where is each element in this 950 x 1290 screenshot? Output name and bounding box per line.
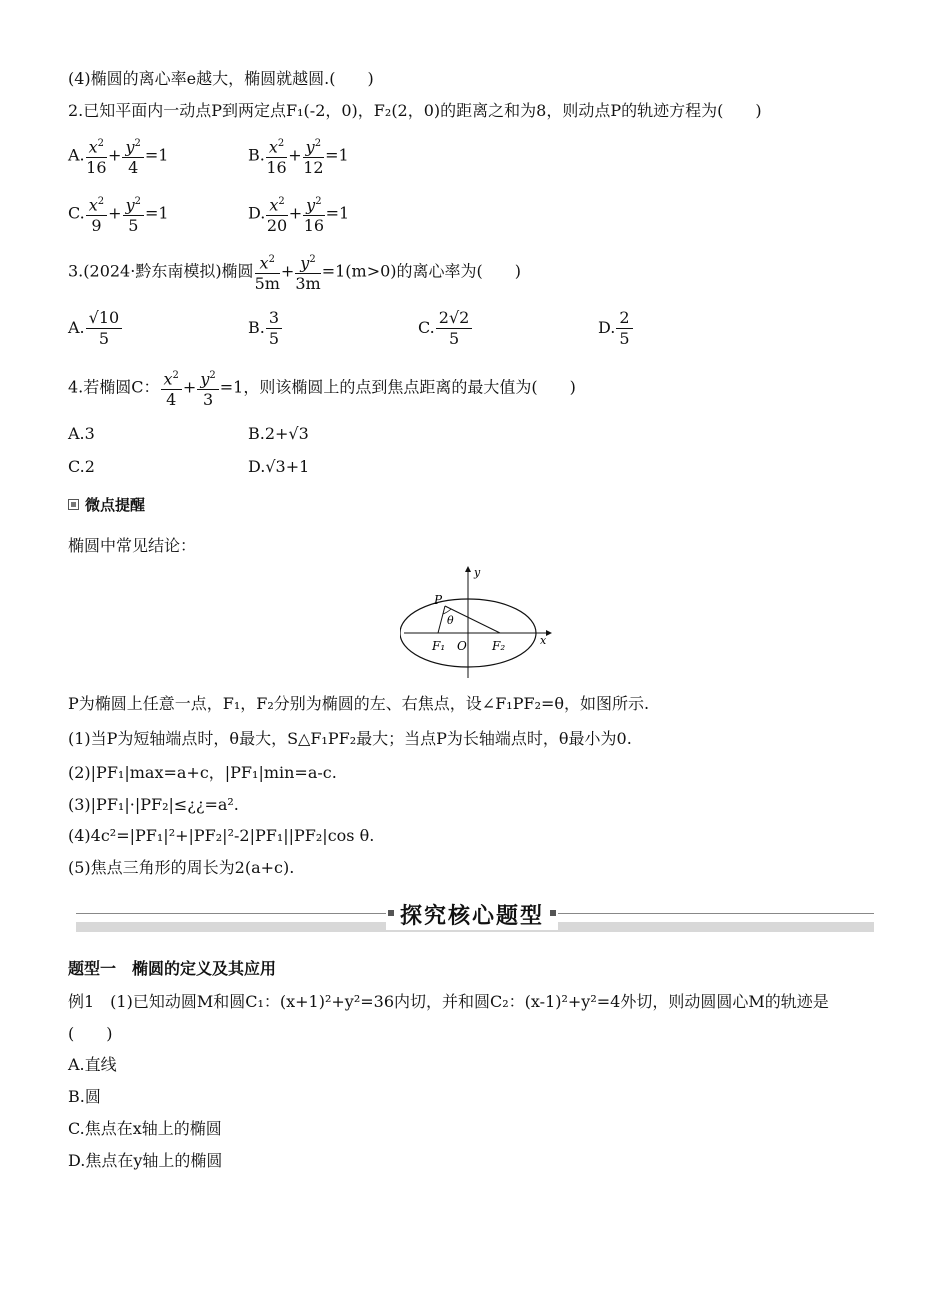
conclusion-1: (1)当P为短轴端点时，θ最大，S△F₁PF₂最大；当点P为长轴端点时，θ最小为0. (68, 729, 632, 748)
q2-option-b: B. $\frac{x^2}{16}$ + $\frac{y^2}{12}$ =1 (248, 134, 349, 178)
q3-option-d: D. $\frac{2}{5}$ (598, 308, 634, 349)
intro-text: 椭圆中常见结论： (68, 536, 197, 555)
label-p: P (434, 593, 443, 607)
q2-option-c: C. $\frac{x^2}{9}$ + $\frac{y^2}{5}$ =1 (68, 192, 169, 236)
tip-title: 微点提醒 (85, 496, 146, 514)
q4-option-a: A.3 (68, 424, 95, 443)
q2-option-d: D. $\frac{x^2}{20}$ + $\frac{y^2}{16}$ =1 (248, 192, 349, 236)
label-y: y (474, 566, 481, 579)
q3-option-b: B. $\frac{3}{5}$ (248, 308, 283, 349)
example-option-a: A.直线 (68, 1055, 117, 1074)
question-3-stem: 3.(2024·黔东南模拟)椭圆 $\frac{x^2}{5m}$ + $\frac{y^2}{3m}$ =1(m>0)的离心率为( ) (68, 250, 521, 294)
example-option-c: C.焦点在x轴上的椭圆 (68, 1119, 222, 1138)
q2-option-a: A. $\frac{x^2}{16}$ + $\frac{y^2}{4}$ =1 (68, 134, 168, 178)
example-option-b: B.圆 (68, 1087, 101, 1106)
y-axis-arrow (465, 566, 471, 572)
conclusion-5: (5)焦点三角形的周长为2(a+c). (68, 858, 295, 877)
tip-icon (68, 499, 79, 510)
label-x: x (540, 634, 547, 647)
label-f1: F₁ (432, 639, 446, 653)
conclusion-2: (2)|PF₁|max=a+c，|PF₁|min=a-c. (68, 763, 337, 782)
conclusion-3: (3)|PF₁|·|PF₂|≤¿¿=a². (68, 795, 239, 814)
example-1-stem: 例1 (1)已知动圆M和圆C₁：(x+1)²+y²=36内切，并和圆C₂：(x-1)²+y²=4外切，则动圆圆心M的轨迹是( ) (68, 992, 829, 1043)
tip-heading (68, 494, 145, 515)
x-axis-arrow (546, 630, 552, 636)
banner-title: 探究核心题型 (386, 899, 558, 930)
segment-pf1 (438, 606, 445, 633)
q4-option-d: D.√3+1 (248, 457, 310, 476)
q4-option-b: B.2+√3 (248, 424, 309, 443)
question-1-4: (4)椭圆的离心率e越大，椭圆就越圆.( ) (68, 69, 374, 88)
section-title: 题型一 椭圆的定义及其应用 (68, 959, 277, 978)
conclusion-4: (4)4c²=|PF₁|²+|PF₂|²-2|PF₁||PF₂|cos θ. (68, 826, 375, 845)
label-theta: θ (447, 614, 454, 627)
question-2-stem: 2.已知平面内一动点P到两定点F₁(-2，0)，F₂(2，0)的距离之和为8，则动点P的轨迹方程为( ) (68, 101, 762, 120)
q4-option-c: C.2 (68, 457, 95, 476)
label-f2: F₂ (492, 639, 506, 653)
example-option-d: D.焦点在y轴上的椭圆 (68, 1151, 223, 1170)
label-o: O (457, 639, 467, 653)
question-4-stem: 4.若椭圆C： $\frac{x^2}{4}$ + $\frac{y^2}{3}$ =1，则该椭圆上的点到焦点距离的最大值为( ) (68, 366, 576, 410)
ellipse-diagram (400, 564, 560, 684)
q3-option-c: C. $\frac{2√2}{5}$ (418, 308, 473, 349)
conclusion-setup: P为椭圆上任意一点，F₁，F₂分别为椭圆的左、右焦点，设∠F₁PF₂=θ，如图所示. (68, 694, 650, 713)
q3-option-a: A. $\frac{√10}{5}$ (68, 308, 123, 349)
